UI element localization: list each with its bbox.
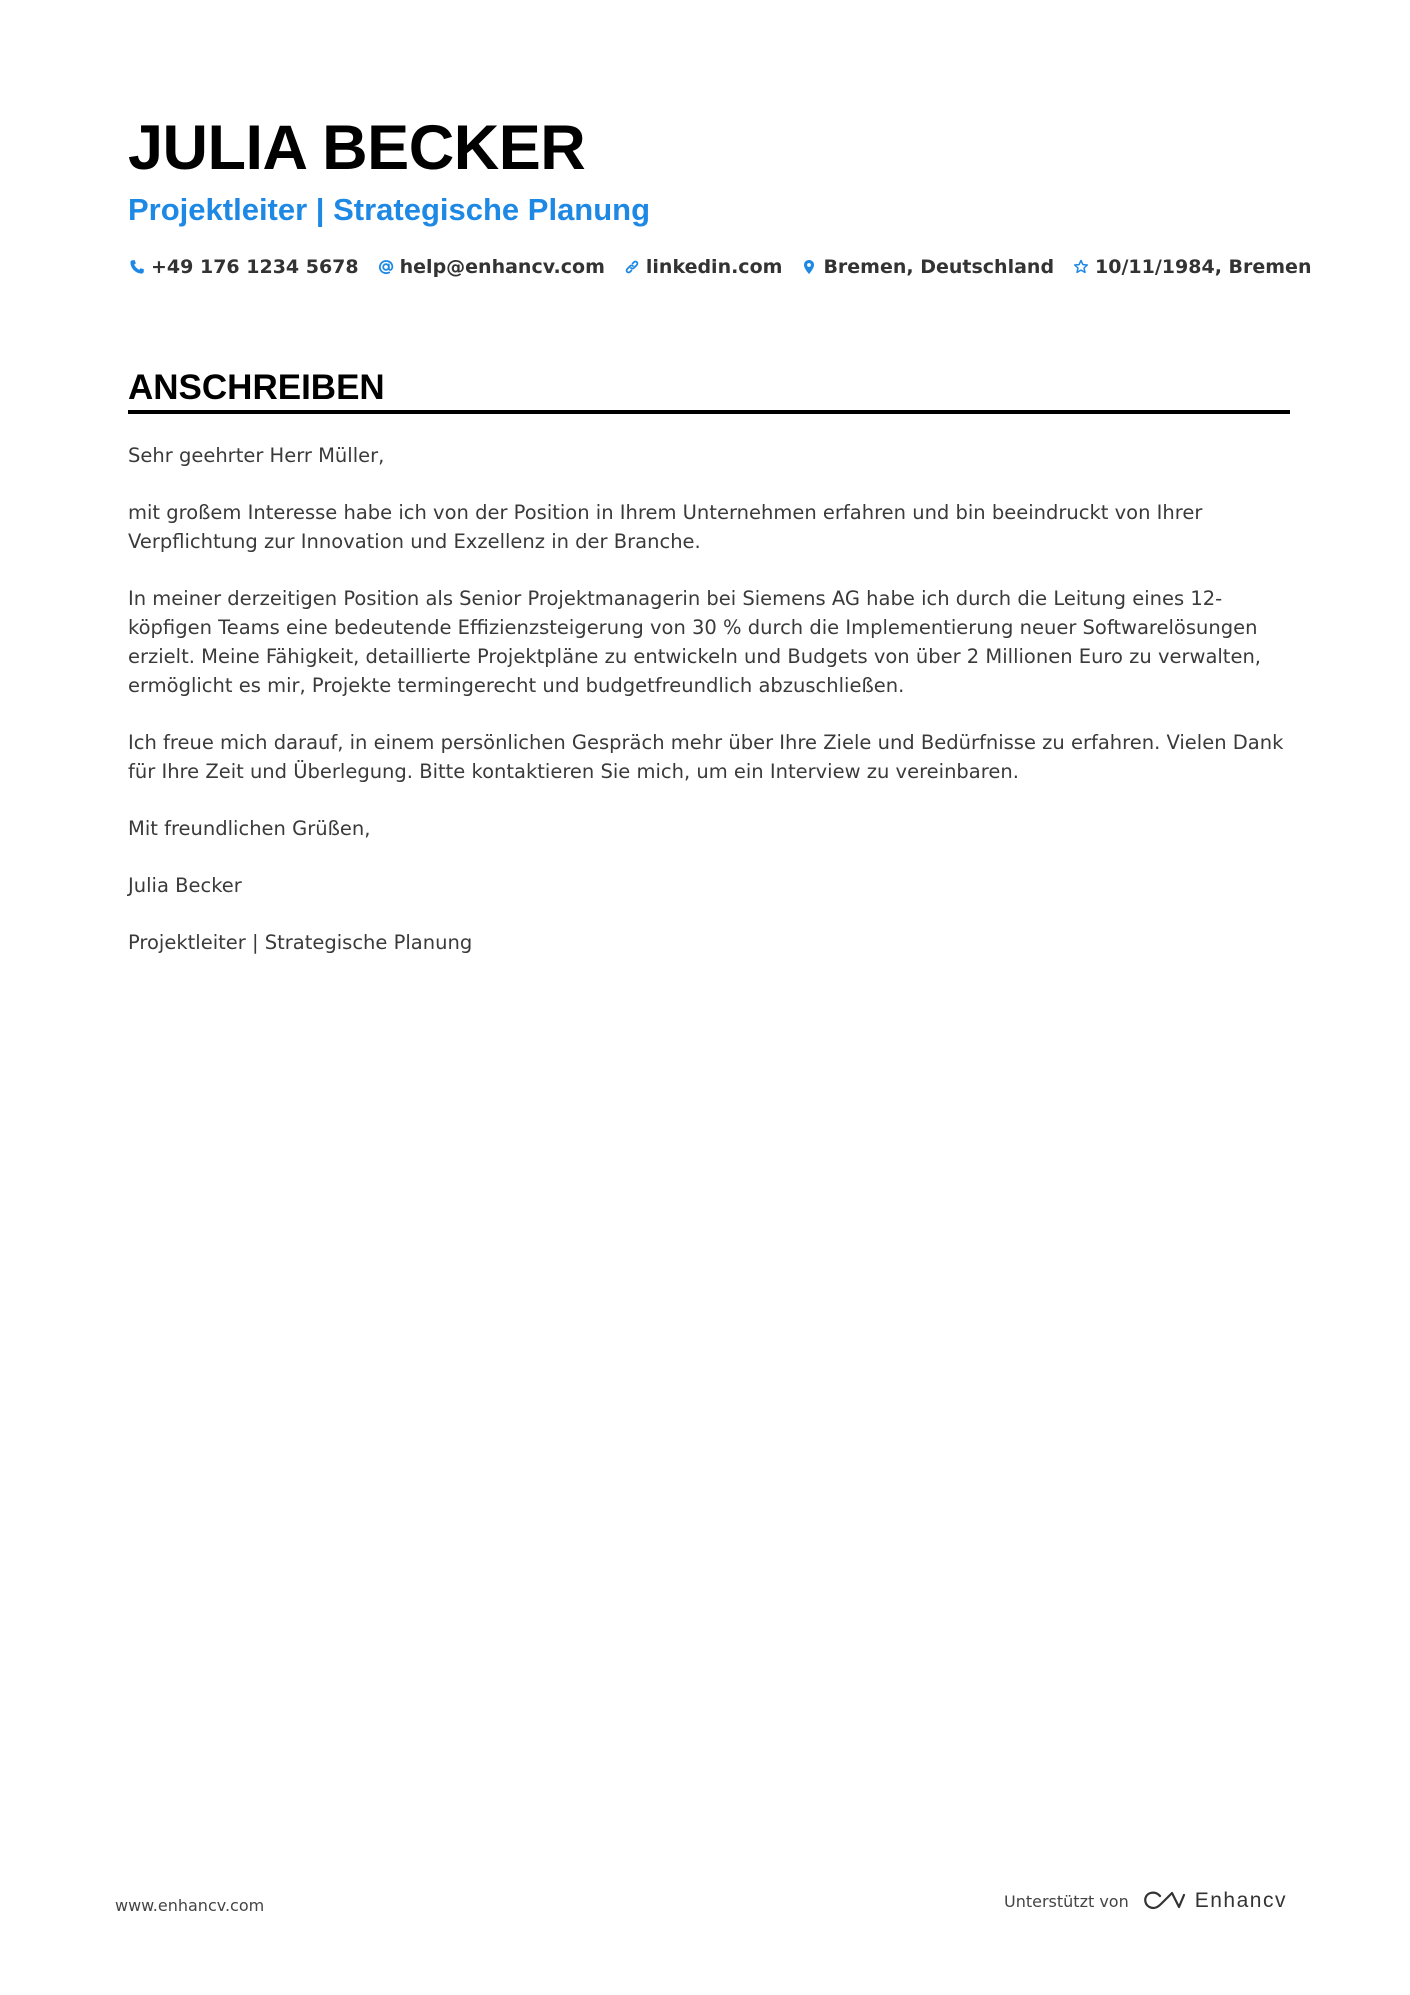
candidate-name: JULIA BECKER <box>128 113 586 183</box>
letter-paragraph: mit großem Interesse habe ich von der Position in Ihrem Unternehmen erfahren und bin beeindruckt von Ihrer Verpflichtung zur Innovation und Exzellenz in der Branche. <box>128 501 1203 553</box>
contact-birth-text: 10/11/1984, Bremen <box>1095 256 1312 278</box>
section-title: ANSCHREIBEN <box>128 368 385 407</box>
contact-linkedin-text: linkedin.com <box>645 256 783 278</box>
contact-email-text: help@enhancv.com <box>399 256 605 278</box>
letter-paragraph: Ich freue mich darauf, in einem persönlichen Gespräch mehr über Ihre Ziele und Bedürfnisse zu erfahren. Vielen Dank für Ihre Zeit und Überlegung. Bitte kontaktieren Sie mich, um ein Interview zu vereinbaren. <box>128 731 1284 783</box>
letter-paragraph: In meiner derzeitigen Position als Senior Projektmanagerin bei Siemens AG habe ich durch die Leitung eines 12-köpfigen Teams eine bedeutende Effizienzsteigerung von 30 % durch die Implementierung neuer Softwarelösungen erzielt. Meine Fähigkeit, detaillierte Projektpläne zu entwickeln und Budgets von über 2 Millionen Euro zu verwalten, ermöglicht es mir, Projekte termingerecht und budgetfreundlich abzuschließen. <box>128 587 1262 697</box>
signature-title: Projektleiter | Strategische Planung <box>128 931 473 954</box>
contact-email[interactable] <box>377 254 605 280</box>
candidate-headline: Projektleiter | Strategische Planung <box>128 192 651 227</box>
contact-linkedin[interactable] <box>623 254 783 280</box>
contact-location-text: Bremen, Deutschland <box>823 256 1055 278</box>
location-pin-icon <box>800 258 818 276</box>
contact-location <box>800 254 1054 280</box>
footer-brand[interactable] <box>1004 1888 1287 1914</box>
powered-by-label: Unterstützt von <box>1004 1891 1129 1911</box>
phone-icon <box>128 258 146 276</box>
contact-phone[interactable] <box>128 254 359 280</box>
signature-name: Julia Becker <box>128 874 242 897</box>
letter-closing: Mit freundlichen Grüßen, <box>128 817 371 840</box>
at-icon <box>377 258 395 276</box>
star-icon <box>1072 258 1090 276</box>
contact-phone-text: +49 176 1234 5678 <box>151 256 359 278</box>
letter-salutation: Sehr geehrter Herr Müller, <box>128 444 385 467</box>
letter-body <box>128 441 1290 985</box>
contact-bar <box>128 254 1329 280</box>
section-divider <box>128 410 1290 414</box>
footer-website-link[interactable]: www.enhancv.com <box>115 1896 265 1915</box>
link-icon <box>623 258 641 276</box>
enhancv-wordmark: Enhancv <box>1194 1889 1287 1912</box>
enhancv-logo-icon <box>1141 1888 1187 1914</box>
contact-birth <box>1072 254 1311 280</box>
